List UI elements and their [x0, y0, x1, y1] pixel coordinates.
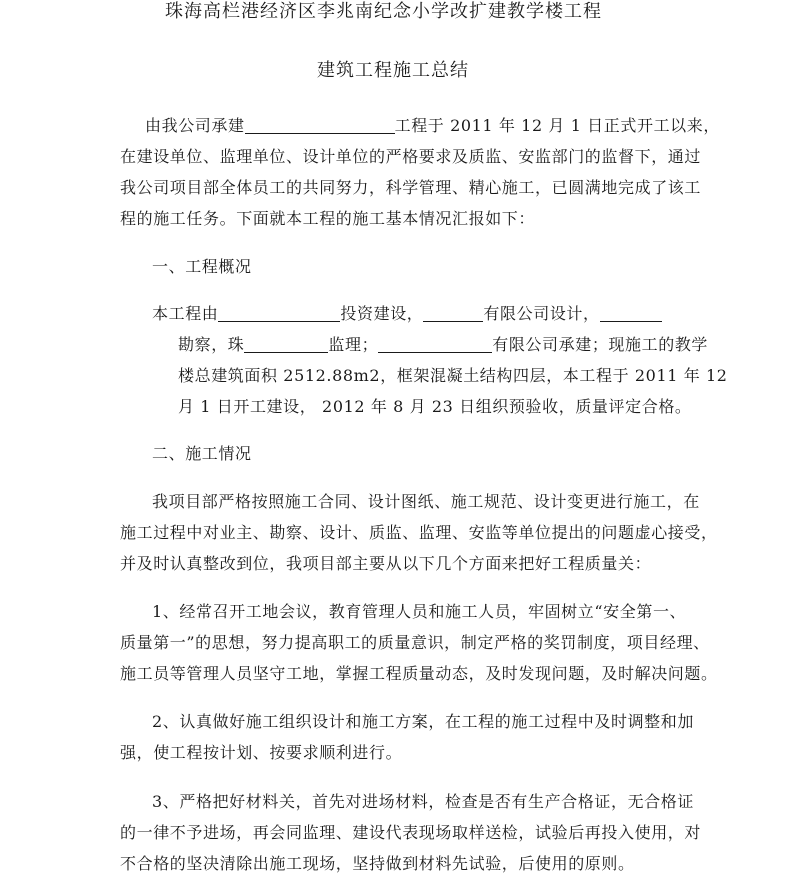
intro-prefix: 由我公司承建	[145, 116, 245, 135]
overview-text-d: 勘察，珠	[178, 335, 245, 354]
document-title: 珠海高栏港经济区李兆南纪念小学改扩建教学楼工程	[165, 1, 602, 22]
construction-intro-line-3: 并及时认真整改到位，我项目部主要从以下几个方面来把好工程质量关：	[120, 554, 652, 573]
item-1-line-1: 1、经常召开工地会议，教育管理人员和施工人员，牢固树立“安全第一、	[152, 602, 687, 621]
intro-line-4: 程的施工任务。下面就本工程的施工基本情况汇报如下：	[120, 209, 536, 228]
section-1-heading: 一、工程概况	[152, 257, 252, 276]
document-subtitle: 建筑工程施工总结	[317, 60, 469, 81]
intro-line-3: 我公司项目部全体员工的共同努力，科学管理、精心施工，已圆满地完成了该工	[120, 178, 702, 197]
overview-text-a: 本工程由	[152, 304, 219, 323]
designer-blank	[423, 303, 483, 322]
item-1-line-3: 施工员等管理人员坚守工地，掌握工程质量动态，及时发现问题，及时解决问题。	[120, 664, 718, 683]
item-3-line-1: 3、严格把好材料关，首先对进场材料，检查是否有生产合格证，无合格证	[152, 792, 694, 811]
item-2-line-1: 2、认真做好施工组织设计和施工方案，在工程的施工过程中及时调整和加	[152, 712, 694, 731]
item-2-line-2: 强，使工程按计划、按要求顺利进行。	[120, 743, 403, 762]
overview-line-4: 月 1 日开工建设， 2012 年 8 月 23 日组织预验收，质量评定合格。	[178, 397, 692, 416]
overview-text-c: 有限公司设计，	[483, 304, 600, 323]
project-name-blank	[245, 115, 395, 134]
surveyor-blank	[600, 303, 662, 322]
intro-line-1	[145, 115, 720, 137]
contractor-blank	[378, 334, 492, 353]
item-3-line-2: 的一律不予进场，再会同监理、建设代表现场取样送检，试验后再投入使用，对	[120, 823, 702, 842]
overview-line-1	[152, 303, 662, 325]
investor-blank	[218, 303, 340, 322]
intro-line-2: 在建设单位、监理单位、设计单位的严格要求及质监、安监部门的监督下，通过	[120, 147, 702, 166]
intro-suffix: 工程于 2011 年 12 月 1 日正式开工以来，	[394, 116, 720, 135]
overview-text-e: 监理；	[328, 335, 379, 354]
item-1-line-2: 质量第一”的思想，努力提高职工的质量意识，制定严格的奖罚制度，项目经理、	[120, 633, 710, 652]
construction-intro-line-2: 施工过程中对业主、勘察、设计、质监、监理、安监等单位提出的问题虚心接受，	[120, 523, 718, 542]
overview-text-f: 有限公司承建；现施工的教学	[492, 335, 709, 354]
construction-intro-line-1: 我项目部严格按照施工合同、设计图纸、施工规范、设计变更进行施工，在	[152, 492, 700, 511]
item-3-line-3: 不合格的坚决清除出施工现场，坚持做到材料先试验，后使用的原则。	[120, 854, 635, 873]
overview-text-b: 投资建设，	[340, 304, 424, 323]
supervisor-blank	[244, 334, 328, 353]
overview-line-3: 楼总建筑面积 2512.88m2，框架混凝土结构四层，本工程于 2011 年 12	[178, 366, 728, 385]
overview-line-2	[178, 334, 708, 356]
section-2-heading: 二、施工情况	[152, 444, 252, 463]
